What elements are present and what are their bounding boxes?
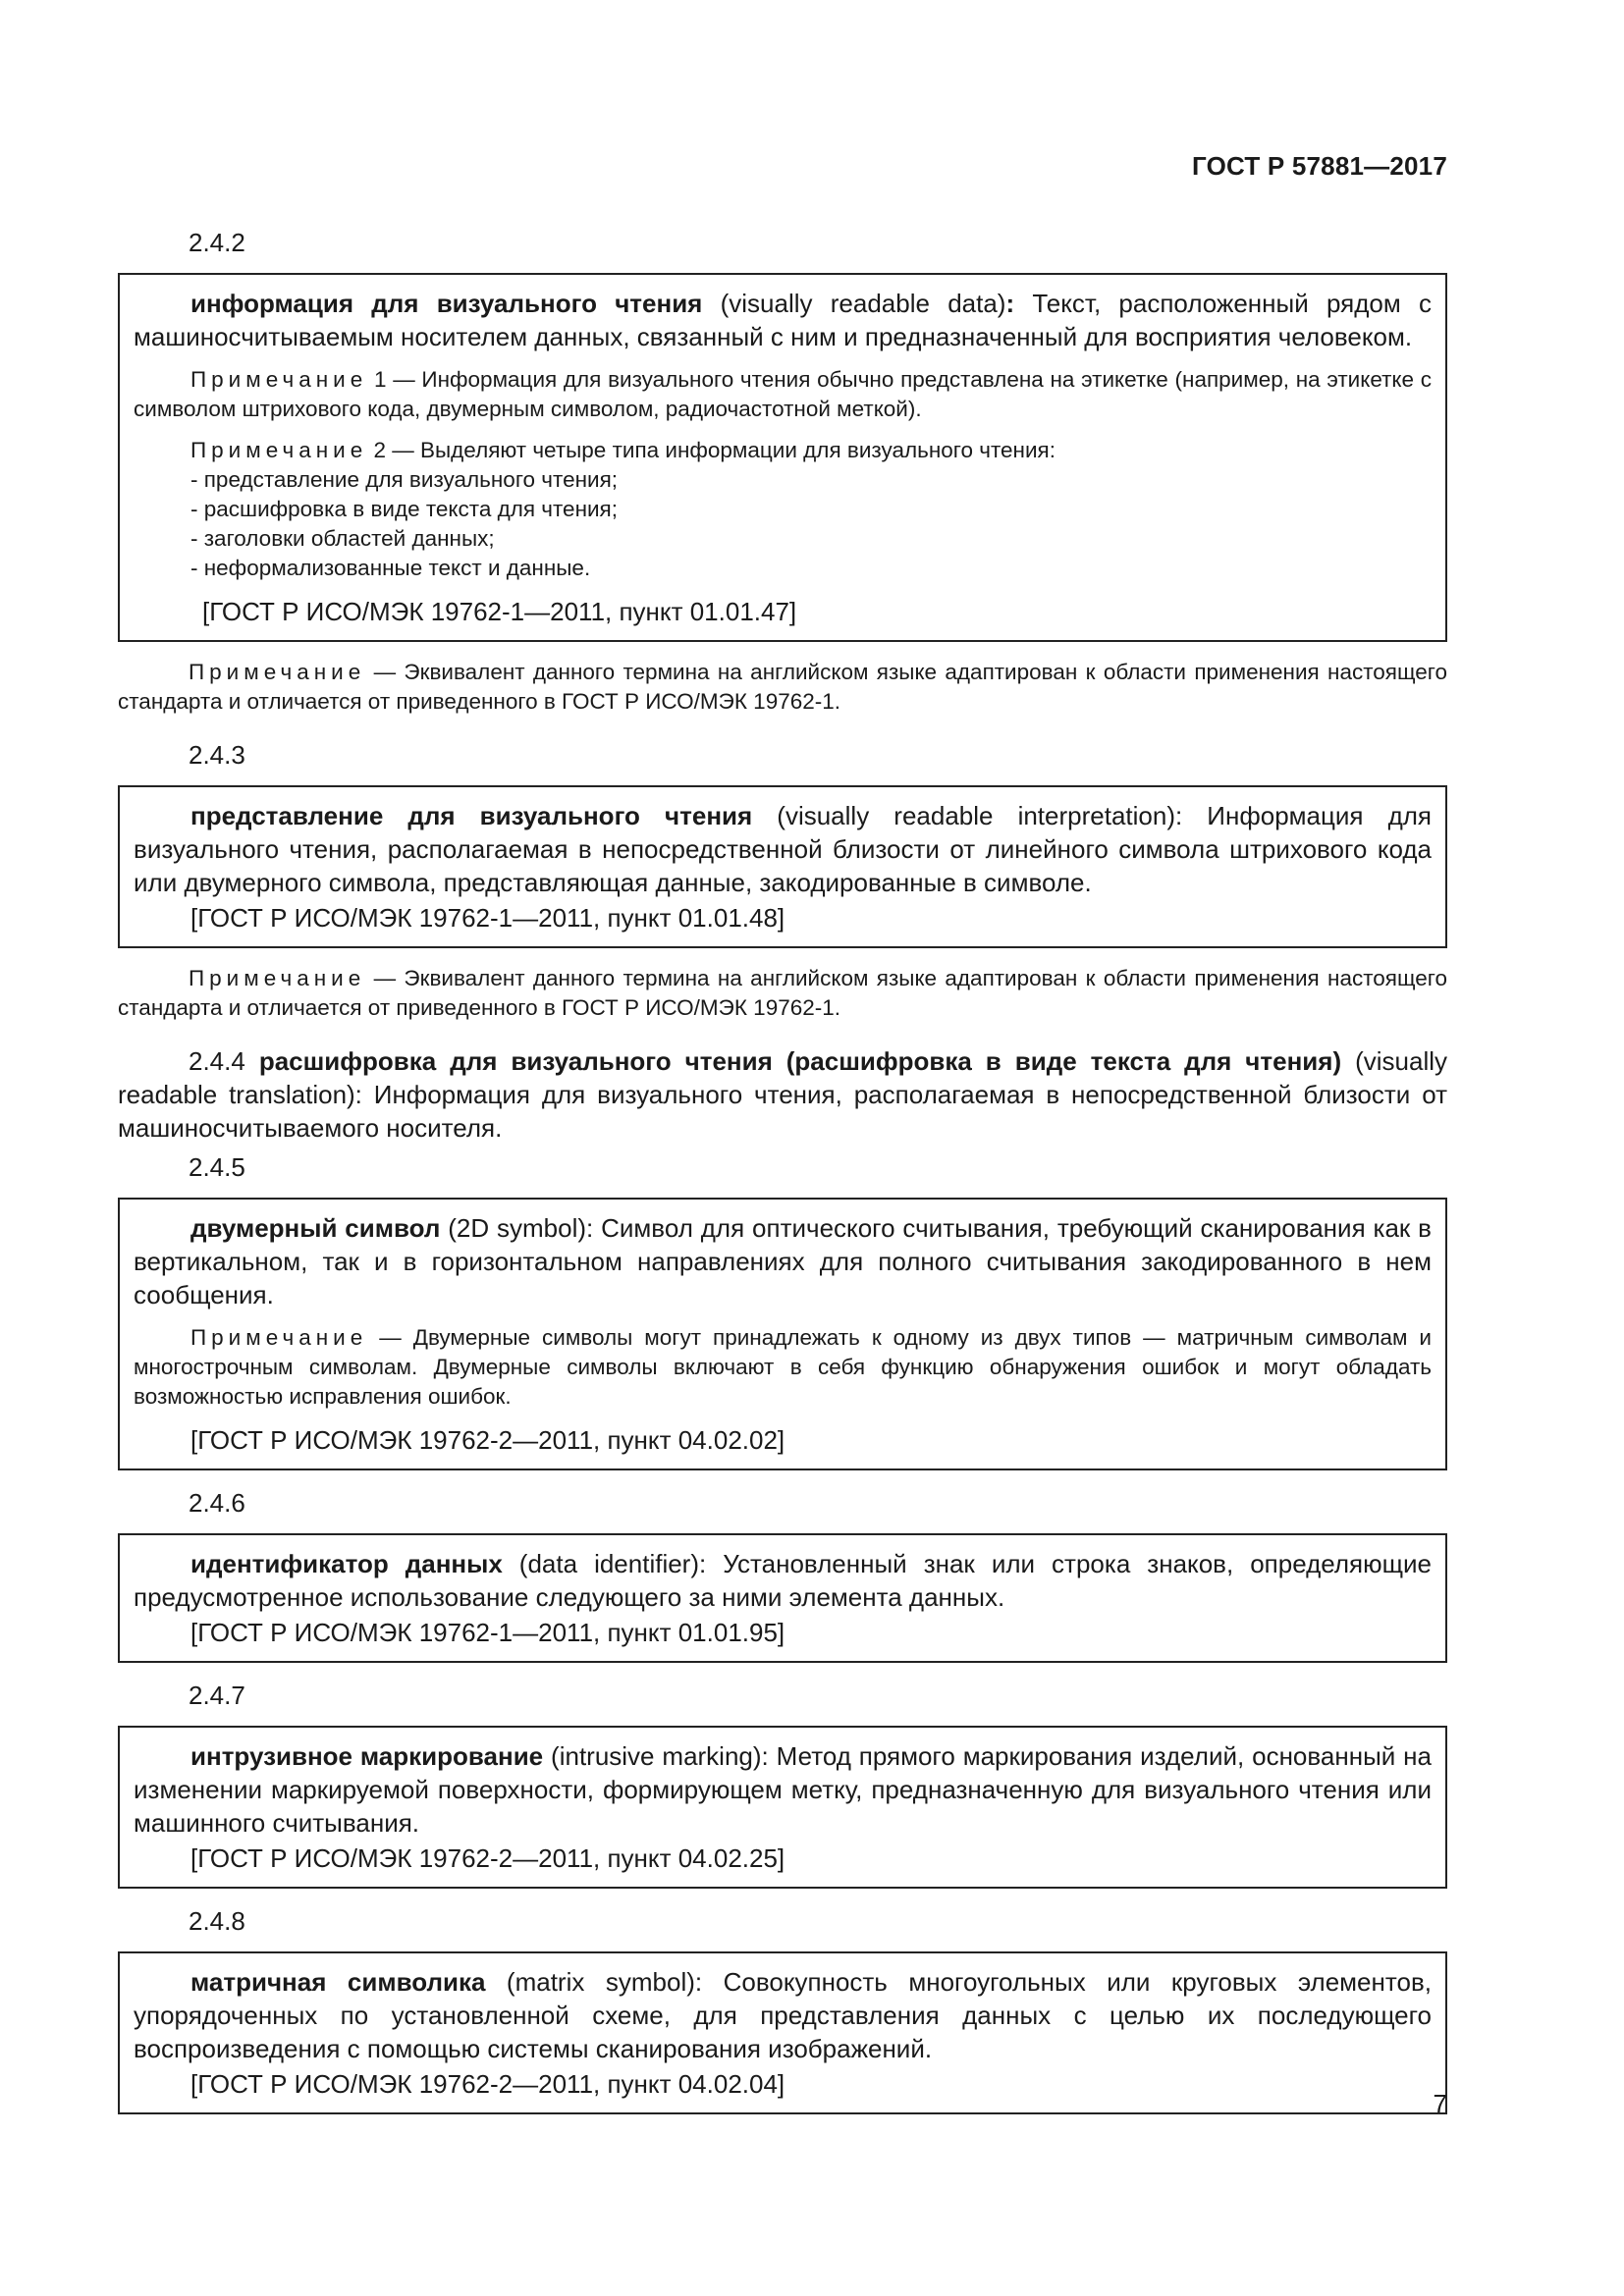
definition-text: (2D symbol): Символ для оптического считывания, требующий сканирования как в вертикальном, так и в горизонтальном направлениях для полного считывания закодированного в нем сообщения. xyxy=(134,1213,1432,1309)
term-english: (visually readable data) xyxy=(702,289,1006,318)
definition-text: (data identifier): Установленный знак или строка знаков, определяющие предусмотренное использование следующего за ними элемента данных. xyxy=(134,1549,1432,1612)
definition-text: (intrusive marking): Метод прямого маркирования изделий, основанный на изменении маркируемой поверхности, формирующем метку, предназначенную для визуального чтения или машинного считывания. xyxy=(134,1741,1433,1838)
source-reference: [ГОСТ Р ИСО/МЭК 19762-1—2011, пункт 01.01.48] xyxy=(190,903,785,933)
clause-note xyxy=(118,658,1447,717)
note-text: 2 — Выделяют четыре типа информации для визуального чтения: xyxy=(367,438,1056,462)
term-definition xyxy=(134,1739,1432,1840)
term-box-2-4-3 xyxy=(118,785,1447,948)
clause-number: 2.4.6 xyxy=(189,1488,245,1518)
term-note xyxy=(134,436,1432,583)
note-label: Примечание xyxy=(190,367,368,392)
clause-number: 2.4.4 xyxy=(189,1046,245,1076)
note-label: Примечание xyxy=(190,438,368,462)
definition-text: (visually readable translation): Информация для визуального чтения, располагаемая в непосредственной близости от машиносчитываемого носителя. xyxy=(118,1046,1448,1143)
note-text: — Эквивалент данного термина на английском языке адаптирован к области применения настоящего стандарта и отличается от приведенного в ГОСТ Р ИСО/МЭК 19762-1. xyxy=(118,966,1447,1020)
clause-number: 2.4.3 xyxy=(189,740,245,770)
term-name: расшифровка для визуального чтения (расшифровка в виде текста для чтения) xyxy=(258,1046,1342,1076)
term-note xyxy=(134,365,1432,424)
term-box-2-4-7 xyxy=(118,1726,1447,1889)
note-label: Примечание xyxy=(190,1325,368,1350)
clause-note xyxy=(118,964,1447,1023)
definition-text: (visually readable interpretation): Информация для визуального чтения, располагаемая в непосредственной близости от линейного символа штрихового кода или двумерного символа, представляющая данные, закодированные в символе. xyxy=(134,801,1433,897)
list-item: - расшифровка в виде текста для чтения; xyxy=(190,497,618,521)
term-note xyxy=(134,1323,1432,1412)
note-label: Примечание xyxy=(189,966,366,990)
document-body xyxy=(118,226,1447,2130)
term-definition xyxy=(134,1965,1432,2065)
source-reference: [ГОСТ Р ИСО/МЭК 19762-1—2011, пункт 01.01.95] xyxy=(190,1618,785,1647)
clause-2-4-4 xyxy=(118,1044,1447,1145)
source-reference: [ГОСТ Р ИСО/МЭК 19762-1—2011, пункт 01.01.47] xyxy=(202,597,797,626)
source-reference: [ГОСТ Р ИСО/МЭК 19762-2—2011, пункт 04.02.02] xyxy=(190,1425,785,1455)
definition-text: Текст, расположенный рядом с машиносчитываемым носителем данных, связанный с ним и предназначенный для восприятия человеком. xyxy=(134,289,1432,351)
term-name: матричная символика xyxy=(190,1967,486,1997)
term-name: идентификатор данных xyxy=(190,1549,503,1578)
note-label: Примечание xyxy=(189,660,366,684)
term-colon: : xyxy=(1005,289,1015,318)
page-number: 7 xyxy=(1433,2089,1447,2118)
term-name: интрузивное маркирование xyxy=(190,1741,544,1771)
term-definition xyxy=(134,799,1432,899)
list-item: - представление для визуального чтения; xyxy=(190,467,619,492)
term-box-2-4-5 xyxy=(118,1198,1447,1470)
clause-number: 2.4.2 xyxy=(189,228,245,257)
source-reference: [ГОСТ Р ИСО/МЭК 19762-2—2011, пункт 04.02.04] xyxy=(190,2069,785,2099)
term-definition xyxy=(134,1211,1432,1311)
list-item: - неформализованные текст и данные. xyxy=(190,556,591,580)
term-definition xyxy=(134,287,1432,353)
term-definition xyxy=(134,1547,1432,1614)
source-reference: [ГОСТ Р ИСО/МЭК 19762-2—2011, пункт 04.02.25] xyxy=(190,1843,785,1873)
clause-number: 2.4.7 xyxy=(189,1681,245,1710)
term-box-2-4-2 xyxy=(118,273,1447,642)
term-name: представление для визуального чтения xyxy=(190,801,753,830)
note-text: — Эквивалент данного термина на английском языке адаптирован к области применения настоящего стандарта и отличается от приведенного в ГОСТ Р ИСО/МЭК 19762-1. xyxy=(118,660,1447,714)
term-box-2-4-6 xyxy=(118,1533,1447,1663)
list-item: - заголовки областей данных; xyxy=(190,526,495,551)
note-text: 1 — Информация для визуального чтения обычно представлена на этикетке (например, на этикетке с символом штрихового кода, двумерным символом, радиочастотной меткой). xyxy=(134,367,1432,421)
clause-number: 2.4.8 xyxy=(189,1906,245,1936)
term-name: информация для визуального чтения xyxy=(190,289,703,318)
note-text: — Двумерные символы могут принадлежать к одному из двух типов — матричным символам и многострочным символам. Двумерные символы включают в себя функцию обнаружения ошибок и могут обладать возможностью исправления ошибок. xyxy=(134,1325,1432,1409)
definition-text: (matrix symbol): Совокупность многоугольных или круговых элементов, упорядоченных по установленной схеме, для представления данных с целью их последующего воспроизведения с помощью системы сканирования изображений. xyxy=(134,1967,1432,2063)
clause-number: 2.4.5 xyxy=(189,1152,245,1182)
term-box-2-4-8 xyxy=(118,1951,1447,2114)
document-header: ГОСТ Р 57881—2017 xyxy=(1192,151,1447,181)
term-name: двумерный символ xyxy=(190,1213,441,1243)
